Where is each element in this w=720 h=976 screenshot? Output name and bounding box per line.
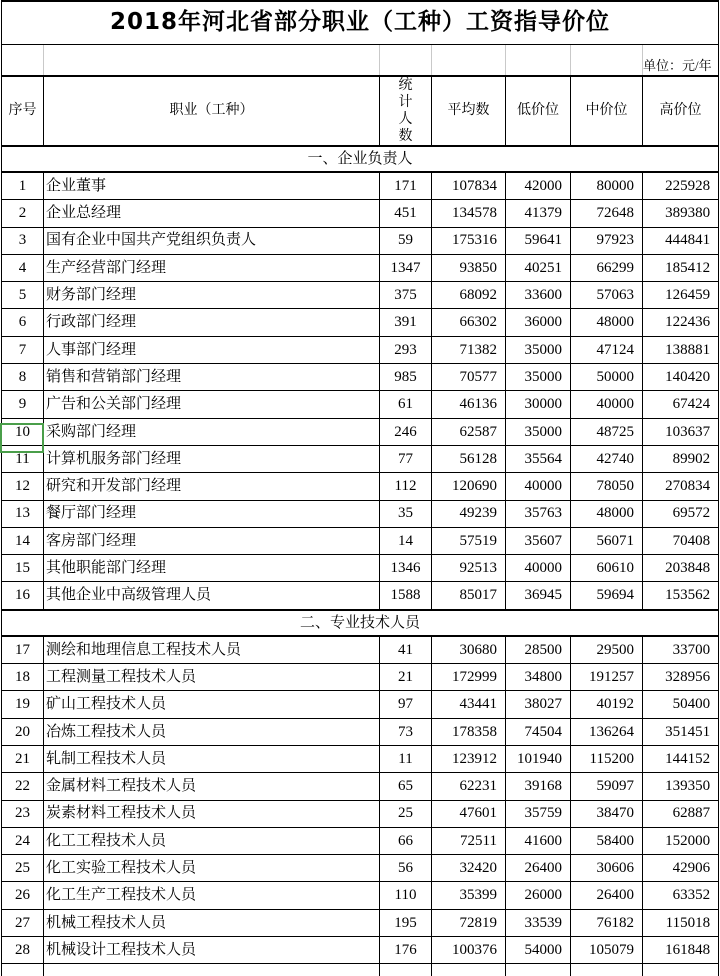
cell-mid[interactable]: 26400 <box>571 882 643 909</box>
section-header-row <box>2 610 719 636</box>
column-header-low[interactable]: 低价位 <box>506 76 571 146</box>
cell-occupation[interactable]: 生产经营部门经理 <box>44 254 380 281</box>
cell-low <box>506 964 571 976</box>
cell-mid[interactable]: 56071 <box>571 527 643 554</box>
cell-average[interactable]: 107834 <box>432 172 506 200</box>
cell-high[interactable]: 140420 <box>643 364 719 391</box>
cell-average[interactable]: 92513 <box>432 555 506 582</box>
cell-average[interactable]: 66302 <box>432 309 506 336</box>
cell-high[interactable]: 70408 <box>643 527 719 554</box>
cell-low[interactable]: 35564 <box>506 445 571 472</box>
table-row <box>2 882 719 909</box>
clipped-partial-row <box>2 964 719 976</box>
cell-serial[interactable]: 7 <box>2 336 44 363</box>
cell-occupation[interactable]: 采购部门经理 <box>44 418 380 445</box>
unit-row <box>2 45 719 77</box>
cell-mid[interactable]: 66299 <box>571 254 643 281</box>
cell-count[interactable]: 97 <box>380 691 432 718</box>
cell-occupation[interactable]: 化工生产工程技术人员 <box>44 882 380 909</box>
table-row <box>2 773 719 800</box>
cell-average[interactable]: 68092 <box>432 282 506 309</box>
cell-count[interactable]: 112 <box>380 473 432 500</box>
cell-mid[interactable]: 72648 <box>571 200 643 227</box>
cell-count <box>380 964 432 976</box>
cell-serial[interactable]: 2 <box>2 200 44 227</box>
unit-row-cell <box>506 45 571 77</box>
cell-high <box>643 964 719 976</box>
cell-mid[interactable]: 97923 <box>571 227 643 254</box>
cell-serial[interactable]: 24 <box>2 827 44 854</box>
cell-occupation[interactable]: 企业董事 <box>44 172 380 200</box>
table-row <box>2 172 719 200</box>
cell-average[interactable]: 72511 <box>432 827 506 854</box>
cell-high[interactable]: 103637 <box>643 418 719 445</box>
cell-average[interactable]: 35399 <box>432 882 506 909</box>
cell-high[interactable]: 33700 <box>643 636 719 664</box>
cell-average[interactable]: 47601 <box>432 800 506 827</box>
cell-count[interactable]: 1588 <box>380 582 432 610</box>
cell-average[interactable]: 85017 <box>432 582 506 610</box>
cell-count[interactable]: 35 <box>380 500 432 527</box>
section-header-label: 一、企业负责人 <box>2 146 719 172</box>
cell-serial[interactable]: 5 <box>2 282 44 309</box>
table-row <box>2 745 719 772</box>
cell-serial <box>2 964 44 976</box>
cell-serial[interactable]: 10 <box>2 418 44 445</box>
cell-mid[interactable]: 38470 <box>571 800 643 827</box>
cell-occupation[interactable]: 客房部门经理 <box>44 527 380 554</box>
column-header-average[interactable]: 平均数 <box>432 76 506 146</box>
cell-count[interactable]: 176 <box>380 937 432 964</box>
cell-count[interactable]: 195 <box>380 909 432 936</box>
cell-occupation[interactable]: 其他职能部门经理 <box>44 555 380 582</box>
table-row <box>2 473 719 500</box>
cell-low[interactable]: 35607 <box>506 527 571 554</box>
cell-average[interactable]: 72819 <box>432 909 506 936</box>
table-row <box>2 254 719 281</box>
table-row <box>2 527 719 554</box>
cell-mid[interactable]: 48000 <box>571 500 643 527</box>
cell-occupation[interactable]: 矿山工程技术人员 <box>44 691 380 718</box>
cell-high[interactable]: 63352 <box>643 882 719 909</box>
cell-low[interactable]: 33539 <box>506 909 571 936</box>
cell-mid[interactable]: 58400 <box>571 827 643 854</box>
cell-high[interactable]: 89902 <box>643 445 719 472</box>
cell-low[interactable]: 34800 <box>506 664 571 691</box>
cell-occupation[interactable]: 轧制工程技术人员 <box>44 745 380 772</box>
cell-mid[interactable]: 76182 <box>571 909 643 936</box>
cell-count[interactable]: 21 <box>380 664 432 691</box>
cell-average[interactable]: 175316 <box>432 227 506 254</box>
cell-count[interactable]: 41 <box>380 636 432 664</box>
cell-mid[interactable]: 29500 <box>571 636 643 664</box>
cell-serial[interactable]: 22 <box>2 773 44 800</box>
cell-low[interactable]: 40000 <box>506 555 571 582</box>
cell-low[interactable]: 41379 <box>506 200 571 227</box>
cell-low[interactable]: 26000 <box>506 882 571 909</box>
table-row <box>2 937 719 964</box>
cell-average[interactable]: 134578 <box>432 200 506 227</box>
cell-mid[interactable]: 115200 <box>571 745 643 772</box>
cell-low[interactable]: 35000 <box>506 364 571 391</box>
cell-high[interactable]: 126459 <box>643 282 719 309</box>
cell-serial[interactable]: 27 <box>2 909 44 936</box>
cell-average[interactable]: 46136 <box>432 391 506 418</box>
cell-count[interactable]: 56 <box>380 855 432 882</box>
unit-row-cell <box>571 45 643 77</box>
cell-count[interactable]: 246 <box>380 418 432 445</box>
cell-count[interactable]: 77 <box>380 445 432 472</box>
cell-average[interactable]: 71382 <box>432 336 506 363</box>
cell-high[interactable]: 185412 <box>643 254 719 281</box>
cell-high[interactable]: 50400 <box>643 691 719 718</box>
unit-row-cell <box>44 45 380 77</box>
cell-serial[interactable]: 13 <box>2 500 44 527</box>
cell-low[interactable]: 28500 <box>506 636 571 664</box>
cell-mid[interactable]: 50000 <box>571 364 643 391</box>
cell-high[interactable]: 153562 <box>643 582 719 610</box>
cell-count[interactable]: 66 <box>380 827 432 854</box>
table-row <box>2 827 719 854</box>
cell-low[interactable]: 101940 <box>506 745 571 772</box>
cell-mid[interactable]: 40000 <box>571 391 643 418</box>
cell-serial[interactable]: 25 <box>2 855 44 882</box>
cell-occupation[interactable]: 计算机服务部门经理 <box>44 445 380 472</box>
table-row <box>2 582 719 610</box>
column-header-row <box>2 76 719 146</box>
cell-mid[interactable]: 78050 <box>571 473 643 500</box>
title-row <box>2 1 719 45</box>
table-row <box>2 282 719 309</box>
cell-low[interactable]: 30000 <box>506 391 571 418</box>
cell-low[interactable]: 26400 <box>506 855 571 882</box>
cell-occupation[interactable]: 测绘和地理信息工程技术人员 <box>44 636 380 664</box>
cell-occupation[interactable]: 行政部门经理 <box>44 309 380 336</box>
section-header-label: 二、专业技术人员 <box>2 610 719 636</box>
cell-occupation[interactable]: 人事部门经理 <box>44 336 380 363</box>
cell-low[interactable]: 35000 <box>506 336 571 363</box>
cell-count[interactable]: 11 <box>380 745 432 772</box>
column-header-high[interactable]: 高价位 <box>643 76 719 146</box>
cell-count[interactable]: 293 <box>380 336 432 363</box>
cell-low[interactable]: 54000 <box>506 937 571 964</box>
cell-occupation[interactable]: 冶炼工程技术人员 <box>44 718 380 745</box>
cell-mid[interactable]: 47124 <box>571 336 643 363</box>
cell-mid[interactable]: 40192 <box>571 691 643 718</box>
cell-mid[interactable]: 60610 <box>571 555 643 582</box>
cell-count[interactable]: 985 <box>380 364 432 391</box>
cell-mid <box>571 964 643 976</box>
wage-table <box>1 0 719 976</box>
table-row <box>2 500 719 527</box>
cell-occupation[interactable]: 炭素材料工程技术人员 <box>44 800 380 827</box>
cell-high[interactable]: 328956 <box>643 664 719 691</box>
cell-low[interactable]: 36945 <box>506 582 571 610</box>
cell-serial[interactable]: 3 <box>2 227 44 254</box>
cell-average[interactable]: 32420 <box>432 855 506 882</box>
table-row <box>2 200 719 227</box>
cell-high[interactable]: 144152 <box>643 745 719 772</box>
cell-occupation[interactable]: 广告和公关部门经理 <box>44 391 380 418</box>
table-row <box>2 445 719 472</box>
cell-low[interactable]: 35759 <box>506 800 571 827</box>
cell-average[interactable]: 70577 <box>432 364 506 391</box>
cell-serial[interactable]: 20 <box>2 718 44 745</box>
cell-serial[interactable]: 11 <box>2 445 44 472</box>
cell-serial[interactable]: 18 <box>2 664 44 691</box>
cell-occupation[interactable]: 国有企业中国共产党组织负责人 <box>44 227 380 254</box>
table-row <box>2 855 719 882</box>
cell-count[interactable]: 25 <box>380 800 432 827</box>
cell-occupation[interactable]: 化工工程技术人员 <box>44 827 380 854</box>
cell-count[interactable]: 14 <box>380 527 432 554</box>
page-title: 2018年河北省部分职业（工种）工资指导价位 <box>2 1 719 45</box>
cell-mid[interactable]: 48000 <box>571 309 643 336</box>
cell-average[interactable]: 93850 <box>432 254 506 281</box>
unit-row-cell <box>2 45 44 77</box>
cell-high[interactable]: 62887 <box>643 800 719 827</box>
cell-low[interactable]: 74504 <box>506 718 571 745</box>
cell-average[interactable]: 56128 <box>432 445 506 472</box>
column-header-occupation[interactable]: 职业（工种） <box>44 76 380 146</box>
table-row <box>2 636 719 664</box>
cell-serial[interactable]: 17 <box>2 636 44 664</box>
cell-occupation[interactable]: 机械设计工程技术人员 <box>44 937 380 964</box>
cell-occupation[interactable]: 销售和营销部门经理 <box>44 364 380 391</box>
table-row <box>2 691 719 718</box>
cell-count[interactable]: 73 <box>380 718 432 745</box>
cell-occupation <box>44 964 380 976</box>
cell-count[interactable]: 65 <box>380 773 432 800</box>
cell-low[interactable]: 41600 <box>506 827 571 854</box>
cell-count[interactable]: 391 <box>380 309 432 336</box>
cell-low[interactable]: 39168 <box>506 773 571 800</box>
table-row <box>2 909 719 936</box>
cell-high[interactable]: 115018 <box>643 909 719 936</box>
table-row <box>2 664 719 691</box>
cell-occupation[interactable]: 企业总经理 <box>44 200 380 227</box>
cell-average[interactable]: 178358 <box>432 718 506 745</box>
cell-low[interactable]: 35000 <box>506 418 571 445</box>
cell-serial[interactable]: 4 <box>2 254 44 281</box>
cell-serial[interactable]: 16 <box>2 582 44 610</box>
cell-serial[interactable]: 9 <box>2 391 44 418</box>
cell-serial[interactable]: 6 <box>2 309 44 336</box>
cell-high[interactable]: 42906 <box>643 855 719 882</box>
cell-high[interactable]: 67424 <box>643 391 719 418</box>
cell-high[interactable]: 389380 <box>643 200 719 227</box>
cell-low[interactable]: 40000 <box>506 473 571 500</box>
cell-average[interactable]: 43441 <box>432 691 506 718</box>
cell-mid[interactable]: 57063 <box>571 282 643 309</box>
section-header-row <box>2 146 719 172</box>
cell-high[interactable]: 122436 <box>643 309 719 336</box>
cell-mid[interactable]: 59694 <box>571 582 643 610</box>
cell-count[interactable]: 375 <box>380 282 432 309</box>
cell-count[interactable]: 1347 <box>380 254 432 281</box>
cell-low[interactable]: 42000 <box>506 172 571 200</box>
cell-low[interactable]: 40251 <box>506 254 571 281</box>
cell-high[interactable]: 138881 <box>643 336 719 363</box>
cell-occupation[interactable]: 餐厅部门经理 <box>44 500 380 527</box>
table-row <box>2 418 719 445</box>
cell-occupation[interactable]: 工程测量工程技术人员 <box>44 664 380 691</box>
table-row <box>2 718 719 745</box>
cell-serial[interactable]: 23 <box>2 800 44 827</box>
unit-label: 单位：元/年 <box>643 45 719 77</box>
cell-serial[interactable]: 8 <box>2 364 44 391</box>
cell-occupation[interactable]: 财务部门经理 <box>44 282 380 309</box>
cell-high[interactable]: 270834 <box>643 473 719 500</box>
cell-mid[interactable]: 191257 <box>571 664 643 691</box>
cell-high[interactable]: 139350 <box>643 773 719 800</box>
cell-high[interactable]: 203848 <box>643 555 719 582</box>
cell-average[interactable]: 172999 <box>432 664 506 691</box>
unit-row-cell <box>432 45 506 77</box>
cell-serial[interactable]: 19 <box>2 691 44 718</box>
cell-average <box>432 964 506 976</box>
cell-average[interactable]: 123912 <box>432 745 506 772</box>
cell-count[interactable]: 59 <box>380 227 432 254</box>
column-header-serial[interactable]: 序号 <box>2 76 44 146</box>
cell-high[interactable]: 69572 <box>643 500 719 527</box>
column-header-mid[interactable]: 中价位 <box>571 76 643 146</box>
table-row <box>2 309 719 336</box>
cell-occupation[interactable]: 金属材料工程技术人员 <box>44 773 380 800</box>
cell-average[interactable]: 49239 <box>432 500 506 527</box>
cell-count[interactable]: 110 <box>380 882 432 909</box>
table-row <box>2 364 719 391</box>
unit-row-cell <box>380 45 432 77</box>
cell-mid[interactable]: 48725 <box>571 418 643 445</box>
cell-serial[interactable]: 28 <box>2 937 44 964</box>
cell-occupation[interactable]: 其他企业中高级管理人员 <box>44 582 380 610</box>
cell-average[interactable]: 120690 <box>432 473 506 500</box>
cell-mid[interactable]: 136264 <box>571 718 643 745</box>
cell-high[interactable]: 161848 <box>643 937 719 964</box>
cell-low[interactable]: 38027 <box>506 691 571 718</box>
cell-mid[interactable]: 59097 <box>571 773 643 800</box>
cell-low[interactable]: 33600 <box>506 282 571 309</box>
cell-serial[interactable]: 15 <box>2 555 44 582</box>
table-row <box>2 336 719 363</box>
column-header-count[interactable]: 统计人数 <box>380 76 432 146</box>
cell-high[interactable]: 152000 <box>643 827 719 854</box>
cell-count[interactable]: 451 <box>380 200 432 227</box>
cell-count[interactable]: 171 <box>380 172 432 200</box>
cell-low[interactable]: 35763 <box>506 500 571 527</box>
table-row <box>2 391 719 418</box>
cell-count[interactable]: 61 <box>380 391 432 418</box>
cell-low[interactable]: 59641 <box>506 227 571 254</box>
cell-average[interactable]: 62231 <box>432 773 506 800</box>
cell-high[interactable]: 351451 <box>643 718 719 745</box>
cell-serial[interactable]: 14 <box>2 527 44 554</box>
cell-occupation[interactable]: 机械工程技术人员 <box>44 909 380 936</box>
cell-mid[interactable]: 105079 <box>571 937 643 964</box>
table-row <box>2 555 719 582</box>
cell-serial[interactable]: 26 <box>2 882 44 909</box>
cell-average[interactable]: 62587 <box>432 418 506 445</box>
table-row <box>2 800 719 827</box>
cell-serial[interactable]: 1 <box>2 172 44 200</box>
cell-mid[interactable]: 42740 <box>571 445 643 472</box>
cell-average[interactable]: 100376 <box>432 937 506 964</box>
cell-high[interactable]: 225928 <box>643 172 719 200</box>
cell-count[interactable]: 1346 <box>380 555 432 582</box>
cell-serial[interactable]: 21 <box>2 745 44 772</box>
cell-average[interactable]: 30680 <box>432 636 506 664</box>
cell-mid[interactable]: 80000 <box>571 172 643 200</box>
cell-high[interactable]: 444841 <box>643 227 719 254</box>
cell-low[interactable]: 36000 <box>506 309 571 336</box>
table-row <box>2 227 719 254</box>
cell-serial[interactable]: 12 <box>2 473 44 500</box>
cell-occupation[interactable]: 化工实验工程技术人员 <box>44 855 380 882</box>
cell-mid[interactable]: 30606 <box>571 855 643 882</box>
cell-average[interactable]: 57519 <box>432 527 506 554</box>
cell-occupation[interactable]: 研究和开发部门经理 <box>44 473 380 500</box>
